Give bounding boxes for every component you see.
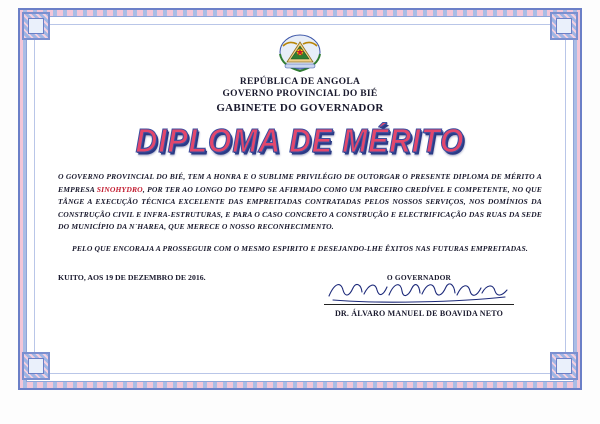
body-p1-entity-name: SINOHYDRO <box>96 184 143 194</box>
angola-coat-of-arms-emblem <box>269 32 331 74</box>
handwritten-signature <box>304 278 534 304</box>
signature-rule <box>324 304 514 305</box>
signature-label: O GOVERNADOR <box>386 273 452 282</box>
body-paragraph-2: PELO QUE ENCORAJA A PROSSEGUIR COM O MESMO ESPIRITO E DESEJANDO-LHE ÊXITOS NAS FUTURAS EMPREITADAS. <box>72 243 528 253</box>
body-paragraph-1 <box>58 171 542 234</box>
body-p1-entity-prefix: EMPRESA <box>58 184 97 194</box>
body-p1-before: O GOVERNO PROVINCIAL DO BIÉ, TEM A HONRA E O SUBLIME PRIVILÉGIO DE OUTORGAR O PRESENTE DIPLOMA DE MÉRITO A <box>58 172 542 182</box>
body-p1-after: , POR TER AO LONGO DO TEMPO SE AFIRMADO COMO UM PARCEIRO CREDÍVEL E COMPETENTE, NO QUE TÂNGE A EXECUÇÃO TÉCNICA EXCELENTE DAS EMPREITADAS CONTRATADAS PELOS NOSSOS SERVIÇOS, NOS DOMÍNIOS DA CONSTRUÇÃO CIVIL E INFRA-ESTRUTURAS, E PARA O CASO CONCRETO A CONSTRUÇÃO E ELECTRIFICAÇÃO DAS RUAS DA SEDE DO MUNICÍPIO DA N´HAREA, QUE MERECE O NOSSO RECONHECIMENTO. <box>58 184 542 232</box>
header-line-republic: REPÚBLICA DE ANGOLA <box>239 77 361 87</box>
diploma-title: DIPLOMA DE MÉRITO <box>135 123 465 161</box>
header-line-office: GABINETE DO GOVERNADOR <box>216 102 384 115</box>
certificate-content <box>40 28 560 370</box>
header-line-province: GOVERNO PROVINCIAL DO BIÉ <box>222 89 378 100</box>
signatory-name: DR. ÁLVARO MANUEL DE BOAVIDA NETO <box>334 309 504 318</box>
place-and-date: KUITO, AOS 19 DE DEZEMBRO DE 2016. <box>58 273 206 283</box>
diploma-title-wrap <box>40 125 560 159</box>
signature-block <box>304 273 534 318</box>
